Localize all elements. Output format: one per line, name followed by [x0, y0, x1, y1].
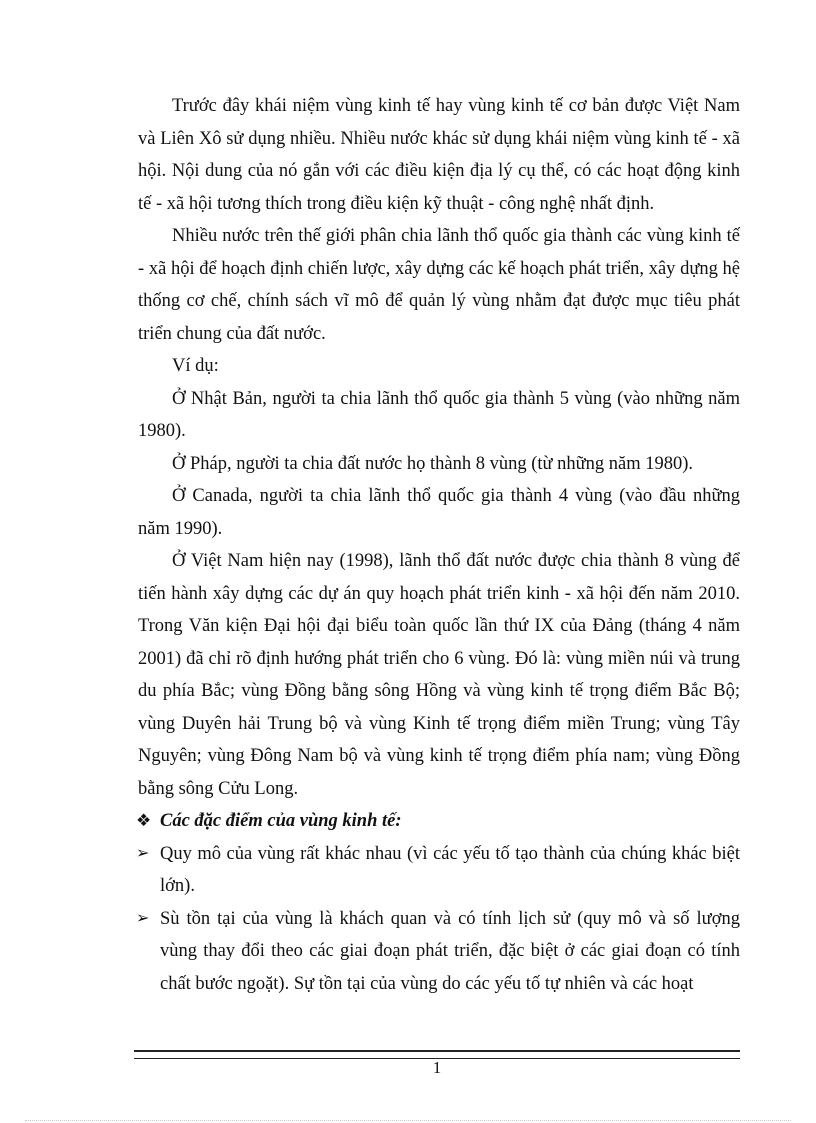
section-heading [136, 805, 740, 838]
paragraph-countries: Nhiều nước trên thế giới phân chia lãnh thổ quốc gia thành các vùng kinh tế - xã hội để hoạch định chiến lược, xây dựng các kế hoạch phát triển, xây dựng hệ thống cơ chế, chính sách vĩ mô để quản lý vùng nhằm đạt được mục tiêu phát triển chung của đất nước. [138, 226, 740, 344]
paragraph-intro: Trước đây khái niệm vùng kinh tế hay vùng kinh tế cơ bản được Việt Nam và Liên Xô sử dụng nhiều. Nhiều nước khác sử dụng khái niệm vùng kinh tế - xã hội. Nội dung của nó gắn với các điều kiện địa lý cụ thể, có các hoạt động kinh tế - xã hội tương thích trong điều kiện kỹ thuật - công nghệ nhất định. [138, 96, 740, 214]
paragraph-japan: Ở Nhật Bản, người ta chia lãnh thổ quốc gia thành 5 vùng (vào những năm 1980). [138, 388, 740, 441]
diamond-bullet-icon: ❖ [136, 811, 152, 830]
paragraph-example-label: Ví dụ: [172, 356, 219, 376]
section-heading-text: Các đặc điểm của vùng kinh tế: [160, 811, 402, 831]
list-item-text: Quy mô của vùng rất khác nhau (vì các yếu tố tạo thành của chúng khác biệt lớn). [160, 843, 740, 896]
list-item-text: Sù tồn tại của vùng là khách quan và có tính lịch sử (quy mô và số lượng vùng thay đổi theo các giai đoạn phát triển, đặc biệt ở các giai đoạn có tính chất bước ngoặt). Sự tồn tại của vùng do các yếu tố tự nhiên và các hoạt [160, 908, 740, 994]
paragraph-france: Ở Pháp, người ta chia đất nước họ thành 8 vùng (từ những năm 1980). [172, 453, 694, 474]
arrow-bullet-icon: ➢ [136, 844, 150, 862]
paragraph-canada: Ở Canada, người ta chia lãnh thổ quốc gia thành 4 vùng (vào đầu những năm 1990). [138, 486, 740, 539]
list-item [136, 903, 740, 1001]
page-border-line [25, 1120, 791, 1121]
list-item [136, 838, 740, 903]
document-body [138, 90, 740, 1000]
arrow-bullet-icon: ➢ [136, 909, 150, 927]
paragraph-vietnam: Ở Việt Nam hiện nay (1998), lãnh thổ đất nước được chia thành 8 vùng để tiến hành xây dựng các dự án quy hoạch phát triển kinh - xã hội đến năm 2010. Trong Văn kiện Đại hội đại biểu toàn quốc lần thứ IX của Đảng (tháng 4 năm 2001) đã chỉ rõ định hướng phát triển cho 6 vùng. Đó là: vùng miền núi và trung du phía Bắc; vùng Đồng bằng sông Hồng và vùng kinh tế trọng điểm Bắc Bộ; vùng Duyên hải Trung bộ và vùng Kinh tế trọng điểm miền Trung; vùng Tây Nguyên; vùng Đông Nam bộ và vùng kinh tế trọng điểm phía nam; vùng Đồng bằng sông Cửu Long. [138, 551, 740, 799]
page-number: 1 [432, 1058, 442, 1077]
